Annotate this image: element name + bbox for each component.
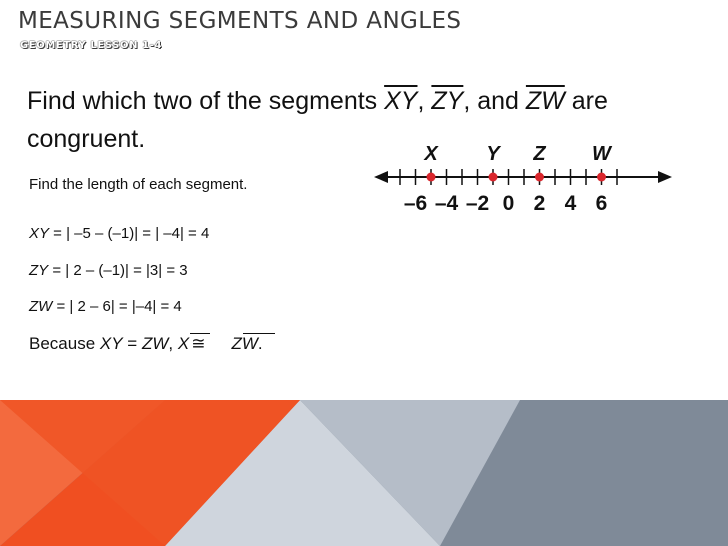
- problem-sep-2: , and: [463, 87, 526, 115]
- work-expression: = | 2 – 6| = |–4| = 4: [52, 298, 182, 315]
- congruent-symbol: ≅: [191, 334, 206, 353]
- point-x: [427, 173, 436, 182]
- number-line-tick-label: 6: [595, 192, 608, 215]
- conclusion-eq-left: XY: [99, 334, 123, 353]
- conclusion-comma: ,: [168, 334, 178, 353]
- overline-mark-left: [190, 333, 210, 334]
- instruction-text: Find the length of each segment.: [29, 176, 248, 193]
- work-segment-name: ZY: [29, 262, 49, 279]
- number-line-tick-label: 2: [533, 192, 546, 215]
- segment-zy: $\overline{ZY}$: [431, 87, 464, 115]
- number-line-tick-label: 4: [564, 192, 577, 215]
- conclusion-lead: Because: [29, 334, 100, 353]
- point-label-w: W: [592, 143, 611, 165]
- number-line-tick-label: –2: [465, 192, 490, 215]
- slide-title: MEASURING SEGMENTS AND ANGLES: [18, 8, 462, 34]
- segment-zw: $\overline{ZW}$: [525, 87, 565, 115]
- decorative-band: [0, 400, 728, 546]
- point-z: [535, 173, 544, 182]
- point-label-y: Y: [486, 143, 500, 165]
- point-w: [597, 173, 606, 182]
- right-arrow-icon: [658, 171, 672, 183]
- number-line-tick-label: –6: [403, 192, 428, 215]
- conclusion-equals: =: [122, 334, 142, 353]
- point-label-x: X: [424, 143, 438, 165]
- conclusion-right-segment: ZW: [231, 334, 258, 353]
- problem-tail: are congruent.: [27, 87, 608, 153]
- work-expression: = | –5 – (–1)| = | –4| = 4: [49, 225, 210, 242]
- conclusion-end: .: [257, 334, 263, 353]
- slide-subtitle: GEOMETRY LESSON 1-4: [20, 40, 162, 51]
- conclusion-left-segment: X: [177, 334, 190, 353]
- left-arrow-icon: [374, 171, 388, 183]
- work-line-zw: [29, 298, 182, 315]
- conclusion-eq-right: ZW: [141, 334, 169, 353]
- point-y: [489, 173, 498, 182]
- work-line-zy: [29, 262, 188, 279]
- number-line-tick-label: 0: [502, 192, 515, 215]
- number-line-tick-label: –4: [434, 192, 459, 215]
- work-expression: = | 2 – (–1)| = |3| = 3: [48, 262, 188, 279]
- overline-mark-right: [243, 333, 275, 334]
- segment-xy: $\overline{XY}$: [384, 87, 418, 115]
- number-line: [370, 140, 680, 220]
- conclusion-line: [29, 334, 263, 354]
- work-line-xy: [29, 225, 209, 242]
- problem-sep-1: ,: [417, 87, 432, 115]
- work-segment-name: XY: [29, 225, 50, 242]
- work-segment-name: ZW: [29, 298, 53, 315]
- problem-lead: Find which two of the segments: [27, 87, 385, 115]
- point-label-z: Z: [533, 143, 546, 165]
